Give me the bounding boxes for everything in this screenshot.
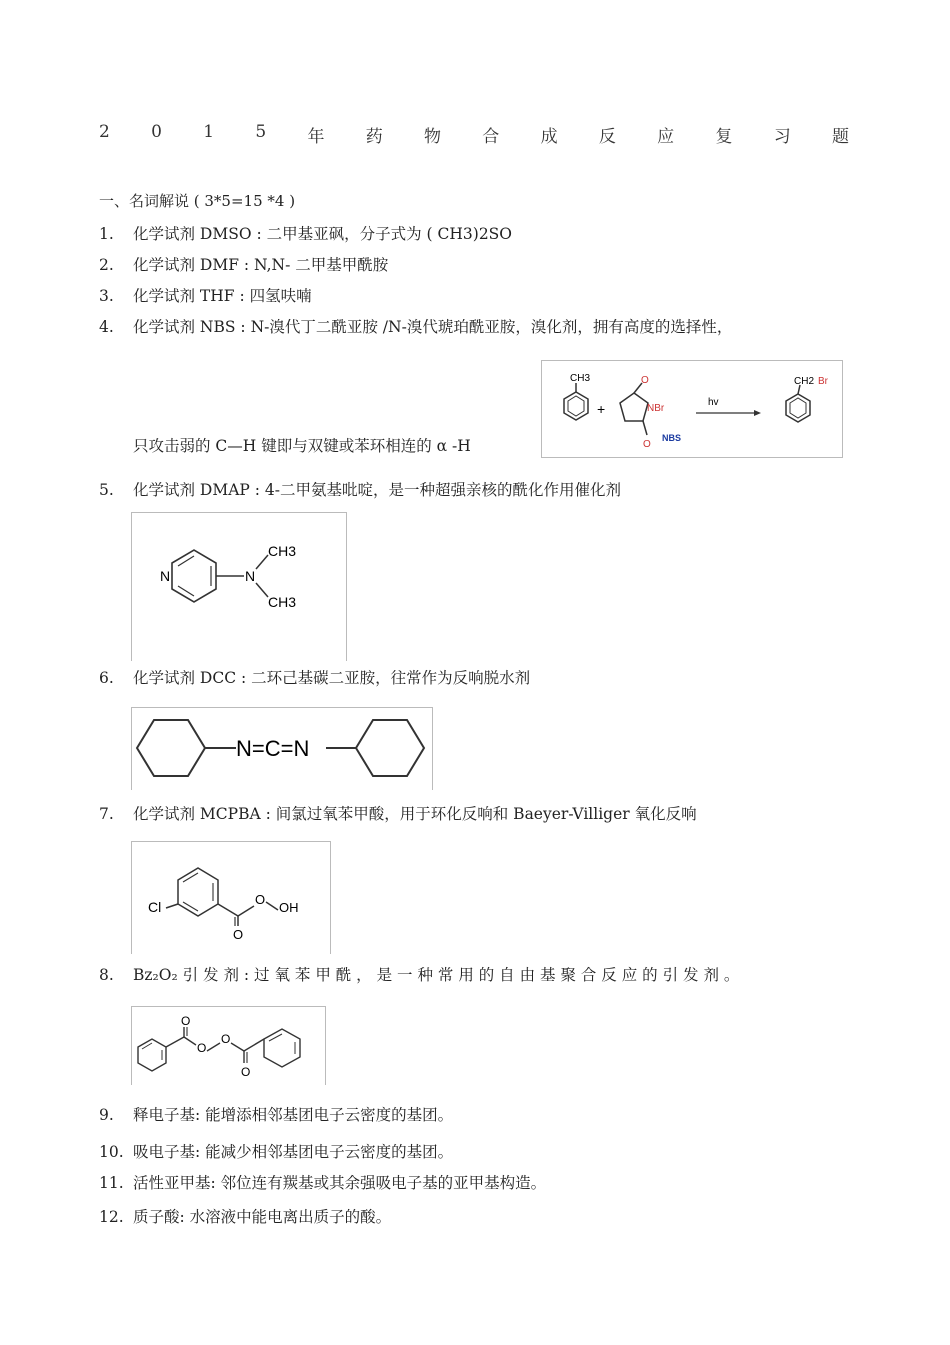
list-item (99, 222, 512, 244)
nbr-label: NBr (647, 403, 665, 414)
title-char: 应 (657, 127, 675, 147)
item-text: 质子酸: 水溶液中能电离出质子的酸。 (133, 1208, 392, 1226)
dmap-structure-image (131, 512, 347, 661)
item-number: 8. (99, 966, 114, 984)
item-number: 1. (99, 225, 114, 243)
item-text: 化学试剂 DMSO : 二甲基亚砜，分子式为 ( CH3)2SO (133, 225, 513, 243)
dmap-structure-svg (132, 513, 346, 661)
title-char: 物 (424, 127, 441, 147)
list-item (99, 1103, 453, 1125)
title-char: 反 (598, 127, 616, 147)
nbs-reaction-svg (542, 361, 842, 457)
title-char: 年 (307, 127, 325, 147)
list-item (99, 1205, 391, 1227)
item-number: 6. (99, 669, 114, 687)
list-item (99, 802, 697, 824)
oxygen-label: O (643, 439, 651, 450)
title-char: 1 (203, 122, 215, 142)
title-char: 药 (365, 127, 383, 147)
list-item (99, 963, 739, 985)
list-item (99, 284, 312, 306)
item-number: 10. (99, 1143, 124, 1161)
item-text: Bz₂O₂ 引 发 剂 : 过 氧 苯 甲 酰 ， 是 一 种 常 用 的 自 由 基 聚 合 反 应 的 引 发 剂 。 (133, 966, 740, 984)
item-number: 4. (99, 318, 114, 336)
item-number: 11. (99, 1174, 124, 1192)
oxygen-label: O (241, 1065, 251, 1079)
item-text: 化学试剂 DMF : N,N- 二甲基甲酰胺 (133, 256, 389, 274)
oxygen-label: O (233, 927, 244, 942)
br-label: Br (818, 376, 828, 387)
item-text: 化学试剂 THF : 四氢呋喃 (133, 287, 312, 305)
item-text: 释电子基: 能增添相邻基团电子云密度的基团。 (133, 1106, 454, 1124)
ch3-label: CH3 (570, 373, 591, 384)
title-char: 习 (773, 127, 791, 147)
mcpba-structure-image (131, 841, 331, 954)
list-item (99, 666, 530, 688)
list-item-continuation (133, 434, 471, 456)
carbodiimide-label: N=C=N (236, 736, 310, 761)
mcpba-structure-svg (132, 842, 330, 954)
title-char: 合 (482, 127, 500, 147)
nbs-reaction-image (541, 360, 843, 458)
pyridine-n-label: N (160, 568, 171, 584)
ch2-label: CH2 (794, 376, 815, 387)
oxygen-label: O (641, 375, 649, 386)
hydroxyl-label: OH (279, 900, 299, 915)
item-number: 12. (99, 1208, 124, 1226)
title-char: 5 (255, 122, 267, 142)
list-item (99, 253, 388, 275)
oxygen-label: O (255, 892, 266, 907)
title-char: 0 (151, 122, 162, 142)
dcc-structure-image (131, 707, 433, 790)
amine-n-label: N (245, 568, 256, 584)
list-item (99, 1140, 453, 1162)
item-number: 7. (99, 805, 114, 823)
section-heading: 一、名词解说 ( 3*5=15 *4 ) (99, 192, 296, 210)
item-text: 吸电子基: 能减少相邻基团电子云密度的基团。 (133, 1143, 454, 1161)
nbs-label: NBS (662, 433, 682, 443)
page-title (99, 122, 849, 147)
list-item (99, 478, 621, 500)
item-text: 化学试剂 MCPBA : 间氯过氧苯甲酸，用于环化反响和 Baeyer-Villiger 氧化反响 (133, 805, 697, 823)
ch3-label: CH3 (268, 543, 297, 559)
hv-label: hv (708, 397, 719, 408)
title-char: 题 (831, 127, 849, 147)
bz2o2-structure-svg (132, 1007, 325, 1085)
item-number: 5. (99, 481, 114, 499)
dcc-structure-svg (132, 708, 432, 790)
list-item (99, 1171, 546, 1193)
chlorine-label: Cl (148, 899, 162, 915)
title-char: 2 (99, 122, 110, 142)
item-number: 3. (99, 287, 114, 305)
bz2o2-structure-image (131, 1006, 326, 1085)
oxygen-label: O (181, 1014, 191, 1028)
item-text: 化学试剂 DCC : 二环己基碳二亚胺，往常作为反响脱水剂 (133, 669, 531, 687)
item-number: 2. (99, 256, 114, 274)
list-item (99, 315, 732, 337)
ch3-label: CH3 (268, 594, 297, 610)
plus-sign: + (597, 401, 606, 417)
title-char: 复 (715, 127, 733, 147)
item-text: 化学试剂 DMAP : 4-二甲氨基吡啶，是一种超强亲核的酰化作用催化剂 (133, 481, 622, 499)
oxygen-label: O (221, 1032, 231, 1046)
title-char: 成 (540, 127, 558, 147)
item-text: 只攻击弱的 C—H 键即与双键或苯环相连的 α -H (133, 437, 471, 455)
oxygen-label: O (197, 1041, 207, 1055)
item-text: 化学试剂 NBS : N-溴代丁二酰亚胺 /N-溴代琥珀酰亚胺，溴化剂，拥有高度的选择性， (133, 318, 733, 336)
item-text: 活性亚甲基: 邻位连有羰基或其余强吸电子基的亚甲基构造。 (133, 1174, 547, 1192)
item-number: 9. (99, 1106, 114, 1124)
